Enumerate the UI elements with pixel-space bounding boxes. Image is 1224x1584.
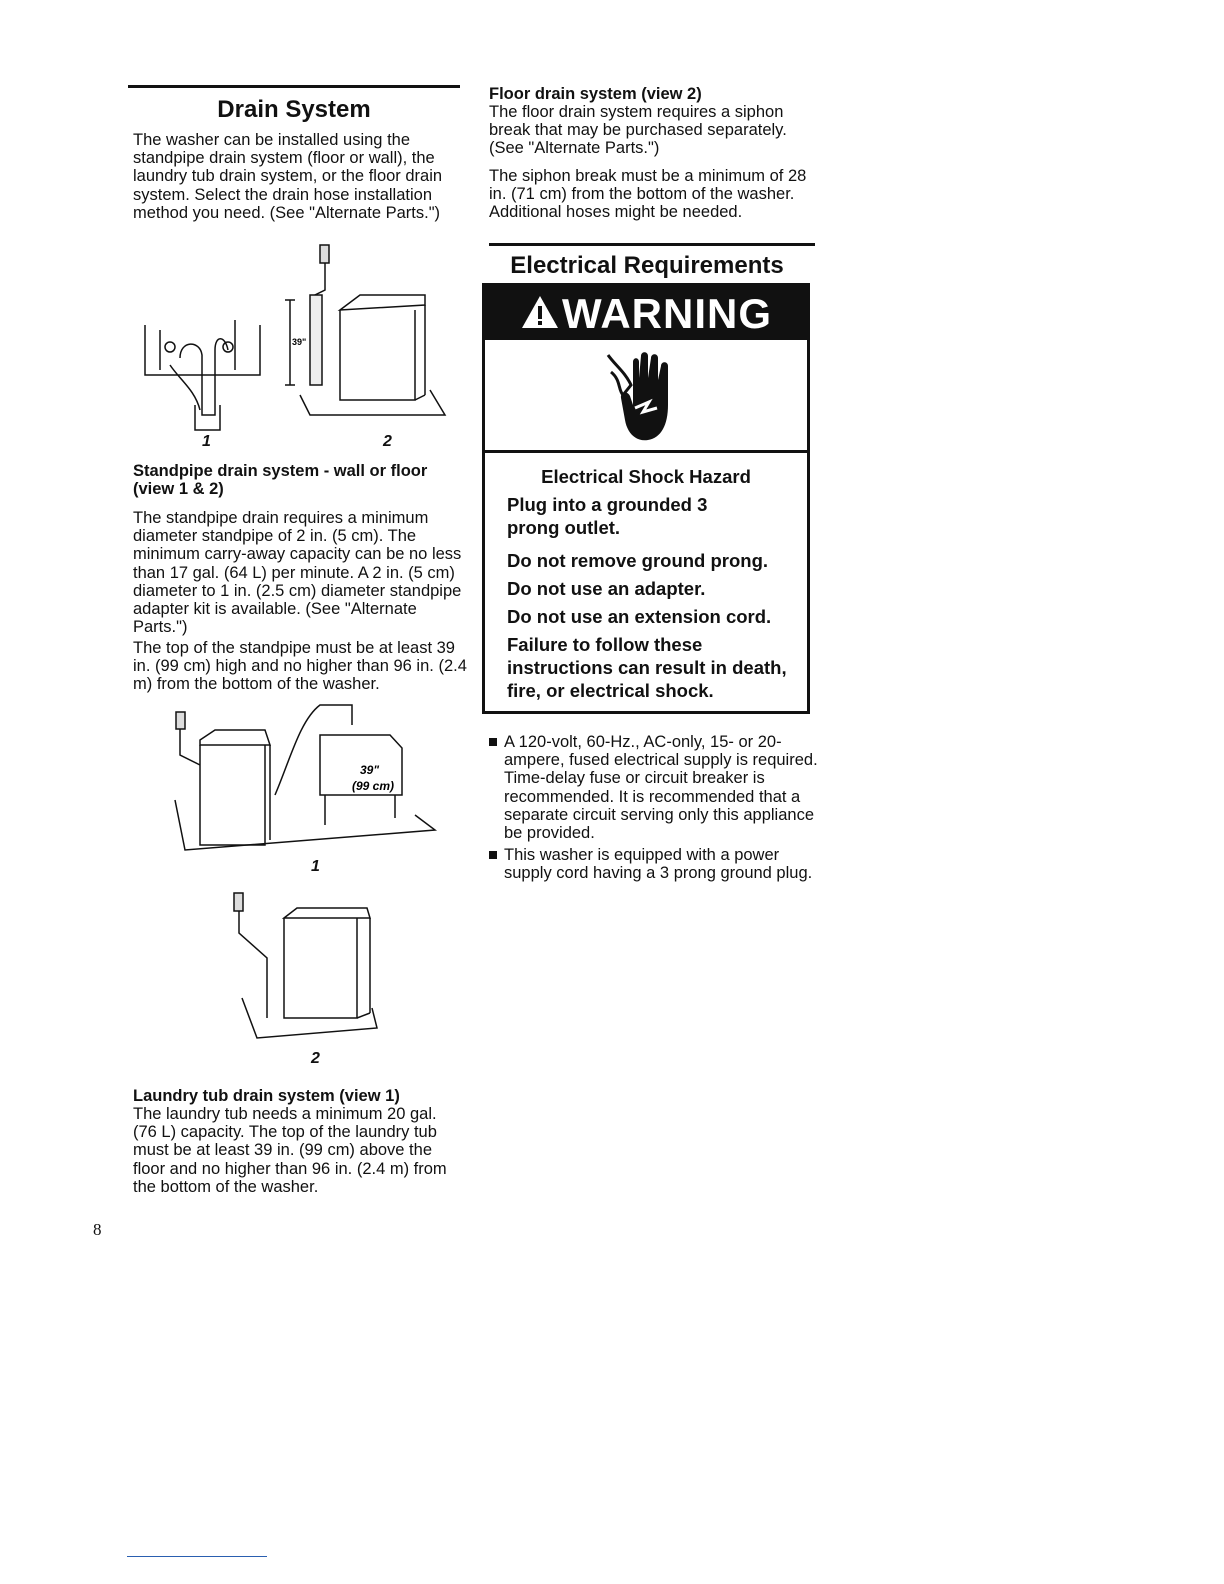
warning-label: WARNING — [562, 290, 772, 337]
list-item — [489, 846, 819, 882]
list-item — [489, 733, 819, 842]
warning-header — [485, 286, 807, 340]
warning-item: Do not use an extension cord. — [507, 606, 772, 627]
warning-item: Do not use an adapter. — [507, 578, 706, 599]
floor-view-number: 2 — [311, 1050, 320, 1067]
tub-view-number: 1 — [311, 858, 320, 875]
bullet-square-icon — [489, 851, 497, 859]
bullet-text: This washer is equipped with a power supply cord having a 3 prong ground plug. — [504, 846, 813, 883]
page-number: 8 — [93, 1220, 102, 1239]
electrical-bullet-list — [489, 733, 819, 887]
standpipe-paragraph-2: The top of the standpipe must be at least 39 in. (99 cm) high and no higher than 96 in. (2.4 m) from the bottom of the washer. — [133, 639, 467, 694]
standpipe-illustration — [140, 240, 450, 455]
drain-intro-text: The washer can be installed using the standpipe drain system (floor or wall), the laundry tub drain system, or the floor drain system. Select the drain hose installation method you need. (See "Alternate Parts.") — [133, 131, 443, 222]
laundry-tub-illustration — [170, 700, 445, 880]
bullet-square-icon — [489, 738, 497, 746]
warning-item: Plug into a grounded 3 prong outlet. — [507, 494, 708, 538]
floor-drain-illustration — [232, 888, 382, 1078]
warning-item: Do not remove ground prong. — [507, 550, 769, 571]
standpipe-view-2-number: 2 — [383, 433, 392, 450]
floor-drain-subheading: Floor drain system (view 2) — [489, 85, 702, 103]
warning-divider — [485, 450, 807, 453]
standpipe-height-label: 39" — [292, 337, 307, 347]
standpipe-view-1-number: 1 — [202, 433, 211, 450]
tub-height-metric: (99 cm) — [352, 779, 395, 793]
standpipe-subheading: Standpipe drain system - wall or floor (view 1 & 2) — [133, 462, 428, 498]
warning-box — [482, 283, 810, 714]
warning-item: Failure to follow these instructions can result in death, fire, or electrical shock. — [507, 634, 787, 701]
drain-system-heading: Drain System — [217, 96, 371, 123]
warning-triangle-icon — [520, 293, 560, 331]
warning-title: Electrical Shock Hazard — [541, 466, 751, 487]
floor-drain-paragraph-1: The floor drain system requires a siphon break that may be purchased separately. (See "Alternate Parts.") — [489, 103, 787, 158]
shock-hazard-hand-icon — [603, 350, 683, 445]
laundry-tub-paragraph: The laundry tub needs a minimum 20 gal. (76 L) capacity. The top of the laundry tub must be at least 39 in. (99 cm) above the floor and no higher than 96 in. (2.4 m) from the bottom of the washer. — [133, 1105, 447, 1196]
electrical-requirements-heading: Electrical Requirements — [510, 252, 784, 279]
laundry-tub-subheading: Laundry tub drain system (view 1) — [133, 1087, 400, 1105]
bullet-text: A 120-volt, 60-Hz., AC-only, 15- or 20-ampere, fused electrical supply is required. Time-delay fuse or circuit breaker is recommended. It is recommended that a separate circuit serving only this appliance be provided. — [504, 733, 818, 843]
tub-height-label: 39" — [360, 763, 380, 777]
standpipe-paragraph-1: The standpipe drain requires a minimum diameter standpipe of 2 in. (5 cm). The minimum carry-away capacity can be no less than 17 gal. (64 L) per minute. A 2 in. (5 cm) diameter to 1 in. (2.5 cm) diameter standpipe adapter kit is available. (See "Alternate Parts.") — [133, 509, 462, 637]
electrical-heading-rule — [489, 243, 815, 246]
drain-heading-rule — [128, 85, 460, 88]
footer-link-line — [127, 1556, 267, 1557]
floor-drain-paragraph-2: The siphon break must be a minimum of 28 in. (71 cm) from the bottom of the washer. Additional hoses might be needed. — [489, 167, 807, 222]
